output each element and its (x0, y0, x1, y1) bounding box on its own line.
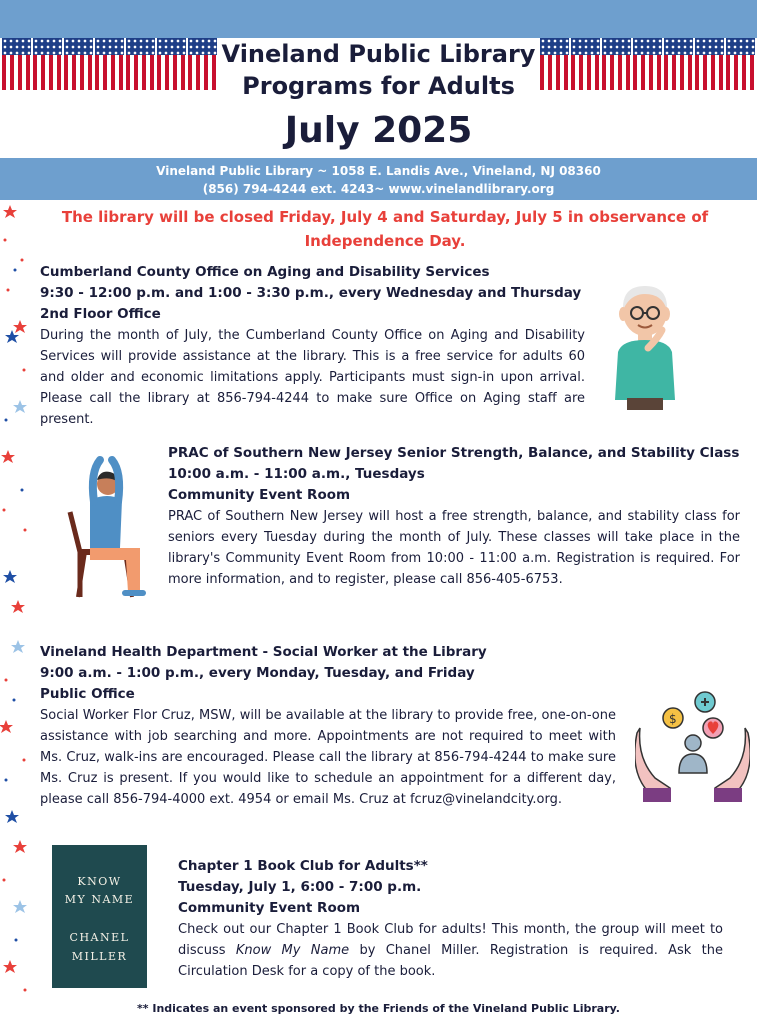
event-title: Vineland Health Department - Social Worker at the Library (40, 644, 487, 660)
page-month: July 2025 (284, 110, 473, 151)
book-cover-title-1: KNOW (77, 875, 122, 888)
event-title: PRAC of Southern New Jersey Senior Strength, Balance, and Stability Class (168, 445, 740, 461)
event-location: 2nd Floor Office (40, 306, 161, 322)
page-title-library: Vineland Public Library (221, 40, 536, 68)
library-contact: (856) 794-4244 ext. 4243~ www.vinelandlibrary.org (202, 182, 555, 196)
library-address: Vineland Public Library ~ 1058 E. Landis Ave., Vineland, NJ 08360 (156, 164, 601, 178)
book-title: Know My Name (235, 943, 350, 958)
event-location: Public Office (40, 686, 135, 702)
event-title: Cumberland County Office on Aging and Disability Services (40, 264, 490, 280)
event-title: Chapter 1 Book Club for Adults** (178, 858, 428, 874)
chair-exercise-icon (60, 452, 160, 602)
closure-line-2: Independence Day. (304, 232, 466, 250)
closure-notice (40, 205, 730, 253)
footer-note: ** Indicates an event sponsored by the Friends of the Vineland Public Library. (137, 1002, 620, 1015)
event-description: During the month of July, the Cumberland County Office on Aging and Disability Services will provide assistance at the library. This is a free service for adults 60 and older and economic limitations apply. Participants must sign-in upon arrival. Please call the library at 856-794-4244 to make sure Office on Aging staff are present. (40, 328, 585, 427)
event-aging-services (40, 262, 585, 430)
event-location: Community Event Room (178, 900, 361, 916)
event-description (178, 919, 723, 982)
event-time: Tuesday, July 1, 6:00 - 7:00 p.m. (178, 879, 422, 895)
event-prac-senior-class (168, 443, 740, 590)
social-services-hands-icon (635, 688, 750, 803)
book-cover-author-2: MILLER (71, 950, 128, 963)
confetti-stars-icon (0, 200, 30, 1024)
book-cover-title-2: MY NAME (64, 893, 135, 906)
closure-line-1: The library will be closed Friday, July 4 and Saturday, July 5 in observance of (61, 208, 709, 226)
description-part-1: Check out our Chapter 1 Book Club for adults! This month, the group will meet to discuss (178, 922, 723, 958)
book-cover-author-1: CHANEL (69, 931, 130, 944)
elderly-man-icon (600, 280, 680, 410)
event-description: PRAC of Southern New Jersey will host a free strength, balance, and stability class for seniors every Tuesday during the month of July. These classes will take place in the library's Community Event Room from 10:00 - 11:00 a.m. Registration is required. For more information, and to register, please call 856-405-6753. (168, 509, 740, 587)
event-location: Community Event Room (168, 487, 351, 503)
header-top-band (0, 0, 757, 38)
event-time: 9:00 a.m. - 1:00 p.m., every Monday, Tuesday, and Friday (40, 665, 475, 681)
description-part-2: by Chanel Miller. Registration is required. Ask the Circulation Desk for a copy of the book. (178, 943, 723, 979)
svg-text:$: $ (669, 712, 677, 726)
address-band (0, 158, 757, 200)
event-book-club (178, 856, 723, 982)
event-time: 10:00 a.m. - 11:00 a.m., Tuesdays (168, 466, 425, 482)
event-social-worker (40, 642, 616, 810)
event-time: 9:30 - 12:00 p.m. and 1:00 - 3:30 p.m., every Wednesday and Thursday (40, 285, 582, 301)
page-title-programs: Programs for Adults (242, 72, 515, 100)
event-description: Social Worker Flor Cruz, MSW, will be available at the library to provide free, one-on-one assistance with job searching and more. Appointments are not required to meet with Ms. Cruz, walk-ins are encouraged. Please call the library at 856-794-4244 to make sure Ms. Cruz is present. If you would like to schedule an appointment for a different day, please call 856-794-4000 ext. 4954 or email Ms. Cruz at fcruz@vinelandcity.org. (40, 708, 616, 807)
book-cover-image (52, 845, 147, 988)
